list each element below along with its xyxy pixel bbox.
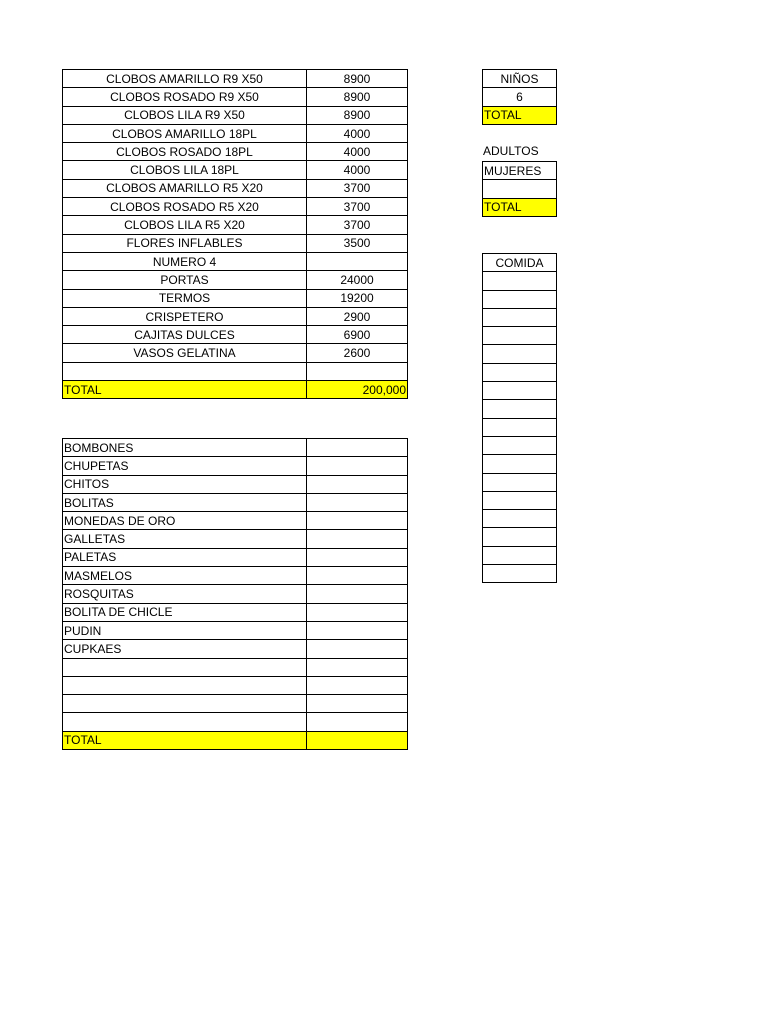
candy-price-cell[interactable] [307, 530, 408, 548]
candy-price-cell[interactable] [307, 676, 408, 694]
item-price-cell[interactable]: 8900 [307, 106, 408, 124]
candy-price-cell[interactable] [307, 512, 408, 530]
item-price-cell[interactable]: 3700 [307, 198, 408, 216]
candy-row [63, 658, 408, 676]
items-table-body [63, 70, 408, 399]
items-total-label-cell[interactable]: TOTAL [63, 381, 307, 399]
candy-row [63, 603, 408, 621]
candy-total-label-cell[interactable]: TOTAL [63, 731, 307, 749]
candy-name-cell[interactable]: PUDIN [63, 621, 307, 639]
candy-price-cell[interactable] [307, 658, 408, 676]
item-price-cell[interactable] [307, 252, 408, 270]
candy-row [63, 512, 408, 530]
adultos-total-cell[interactable]: TOTAL [483, 198, 557, 216]
candy-name-cell[interactable]: GALLETAS [63, 530, 307, 548]
item-name-cell[interactable]: CLOBOS LILA R9 X50 [63, 106, 307, 124]
items-total-value-cell[interactable]: 200,000 [307, 381, 408, 399]
comida-cell[interactable] [483, 290, 557, 308]
items-row [63, 234, 408, 252]
items-row [63, 88, 408, 106]
items-row [63, 252, 408, 270]
candy-name-cell[interactable]: ROSQUITAS [63, 585, 307, 603]
item-price-cell[interactable]: 3500 [307, 234, 408, 252]
items-row [63, 216, 408, 234]
candy-row [63, 548, 408, 566]
comida-cell[interactable] [483, 345, 557, 363]
candy-row [63, 713, 408, 731]
ninos-header-row [483, 70, 557, 88]
comida-row [483, 473, 557, 491]
comida-cell[interactable] [483, 491, 557, 509]
comida-cell[interactable] [483, 327, 557, 345]
candy-name-cell[interactable]: MONEDAS DE ORO [63, 512, 307, 530]
candy-name-cell[interactable] [63, 713, 307, 731]
item-name-cell[interactable]: CLOBOS LILA R5 X20 [63, 216, 307, 234]
comida-header-cell[interactable]: COMIDA [483, 254, 557, 272]
adultos-total-row [483, 198, 557, 216]
item-name-cell[interactable]: CAJITAS DULCES [63, 326, 307, 344]
item-price-cell[interactable]: 4000 [307, 161, 408, 179]
items-row [63, 344, 408, 362]
items-row [63, 106, 408, 124]
items-table [62, 69, 408, 399]
candy-price-cell[interactable] [307, 457, 408, 475]
comida-cell[interactable] [483, 418, 557, 436]
item-price-cell[interactable]: 2900 [307, 307, 408, 325]
candy-row [63, 530, 408, 548]
candy-row [63, 676, 408, 694]
candy-price-cell[interactable] [307, 439, 408, 457]
candy-price-cell[interactable] [307, 475, 408, 493]
candy-row [63, 475, 408, 493]
items-row [63, 161, 408, 179]
candy-price-cell[interactable] [307, 548, 408, 566]
ninos-value-row [483, 88, 557, 106]
comida-cell[interactable] [483, 565, 557, 583]
candy-price-cell[interactable] [307, 713, 408, 731]
comida-row [483, 528, 557, 546]
candy-price-cell[interactable] [307, 585, 408, 603]
adultos-label[interactable]: ADULTOS [483, 144, 539, 158]
comida-cell[interactable] [483, 308, 557, 326]
candy-price-cell[interactable] [307, 493, 408, 511]
item-price-cell[interactable]: 3700 [307, 216, 408, 234]
ninos-value-cell[interactable]: 6 [483, 88, 557, 106]
item-price-cell[interactable]: 8900 [307, 88, 408, 106]
candy-name-cell[interactable]: BOLITA DE CHICLE [63, 603, 307, 621]
ninos-total-cell[interactable]: TOTAL [483, 106, 557, 124]
item-name-cell[interactable]: CLOBOS AMARILLO 18PL [63, 124, 307, 142]
item-name-cell[interactable]: CLOBOS ROSADO R9 X50 [63, 88, 307, 106]
comida-cell[interactable] [483, 400, 557, 418]
comida-cell[interactable] [483, 510, 557, 528]
comida-row [483, 308, 557, 326]
candy-name-cell[interactable] [63, 658, 307, 676]
item-price-cell[interactable]: 6900 [307, 326, 408, 344]
item-name-cell[interactable]: CRISPETERO [63, 307, 307, 325]
item-name-cell[interactable]: CLOBOS AMARILLO R5 X20 [63, 179, 307, 197]
comida-row [483, 436, 557, 454]
candy-name-cell[interactable]: PALETAS [63, 548, 307, 566]
candy-row [63, 457, 408, 475]
item-name-cell[interactable]: VASOS GELATINA [63, 344, 307, 362]
comida-row [483, 455, 557, 473]
comida-cell[interactable] [483, 546, 557, 564]
comida-row [483, 290, 557, 308]
candy-price-cell[interactable] [307, 640, 408, 658]
items-row [63, 124, 408, 142]
candy-name-cell[interactable] [63, 695, 307, 713]
comida-cell[interactable] [483, 272, 557, 290]
item-price-cell[interactable]: 19200 [307, 289, 408, 307]
item-price-cell[interactable]: 2600 [307, 344, 408, 362]
item-price-cell[interactable]: 3700 [307, 179, 408, 197]
comida-row [483, 345, 557, 363]
comida-row [483, 363, 557, 381]
candy-table-body [63, 439, 408, 750]
comida-table [482, 253, 557, 583]
mujeres-header-cell[interactable]: MUJERES [483, 162, 557, 180]
comida-cell[interactable] [483, 455, 557, 473]
comida-cell[interactable] [483, 382, 557, 400]
candy-name-cell[interactable]: CHITOS [63, 475, 307, 493]
candy-row [63, 621, 408, 639]
candy-row [63, 439, 408, 457]
comida-row [483, 327, 557, 345]
comida-row [483, 546, 557, 564]
candy-row [63, 567, 408, 585]
candy-total-row [63, 731, 408, 749]
item-name-cell[interactable]: CLOBOS ROSADO 18PL [63, 143, 307, 161]
candy-name-cell[interactable]: MASMELOS [63, 567, 307, 585]
candy-row [63, 585, 408, 603]
item-price-cell[interactable]: 8900 [307, 70, 408, 88]
candy-row [63, 493, 408, 511]
candy-row [63, 640, 408, 658]
mujeres-table [482, 161, 557, 217]
candy-name-cell[interactable]: CHUPETAS [63, 457, 307, 475]
comida-row [483, 510, 557, 528]
item-name-cell[interactable]: CLOBOS AMARILLO R9 X50 [63, 70, 307, 88]
ninos-header-cell[interactable]: NIÑOS [483, 70, 557, 88]
items-total-row [63, 381, 408, 399]
item-name-cell[interactable]: CLOBOS ROSADO R5 X20 [63, 198, 307, 216]
comida-row [483, 400, 557, 418]
items-row [63, 271, 408, 289]
comida-row [483, 491, 557, 509]
item-price-cell[interactable]: 24000 [307, 271, 408, 289]
comida-row [483, 418, 557, 436]
item-price-cell[interactable] [307, 362, 408, 380]
candy-price-cell[interactable] [307, 567, 408, 585]
mujeres-value-cell[interactable] [483, 180, 557, 198]
comida-cell[interactable] [483, 528, 557, 546]
candy-name-cell[interactable]: BOLITAS [63, 493, 307, 511]
mujeres-header-row [483, 162, 557, 180]
comida-row [483, 382, 557, 400]
items-row [63, 198, 408, 216]
candy-total-value-cell[interactable] [307, 731, 408, 749]
comida-row [483, 272, 557, 290]
items-row [63, 70, 408, 88]
mujeres-value-row [483, 180, 557, 198]
comida-header-row [483, 254, 557, 272]
comida-table-body [483, 254, 557, 583]
candy-table [62, 438, 408, 750]
item-name-cell[interactable]: FLORES INFLABLES [63, 234, 307, 252]
items-row [63, 143, 408, 161]
comida-cell[interactable] [483, 363, 557, 381]
comida-cell[interactable] [483, 436, 557, 454]
candy-price-cell[interactable] [307, 621, 408, 639]
item-name-cell[interactable]: CLOBOS LILA 18PL [63, 161, 307, 179]
items-row [63, 179, 408, 197]
item-name-cell[interactable]: PORTAS [63, 271, 307, 289]
candy-name-cell[interactable]: BOMBONES [63, 439, 307, 457]
item-name-cell[interactable]: NUMERO 4 [63, 252, 307, 270]
candy-row [63, 695, 408, 713]
comida-row [483, 565, 557, 583]
item-name-cell[interactable]: TERMOS [63, 289, 307, 307]
candy-name-cell[interactable]: CUPKAES [63, 640, 307, 658]
items-row [63, 289, 408, 307]
candy-price-cell[interactable] [307, 695, 408, 713]
items-row [63, 362, 408, 380]
candy-price-cell[interactable] [307, 603, 408, 621]
ninos-total-row [483, 106, 557, 124]
ninos-table [482, 69, 557, 125]
item-price-cell[interactable]: 4000 [307, 143, 408, 161]
items-row [63, 307, 408, 325]
items-row [63, 326, 408, 344]
item-name-cell[interactable] [63, 362, 307, 380]
comida-cell[interactable] [483, 473, 557, 491]
candy-name-cell[interactable] [63, 676, 307, 694]
item-price-cell[interactable]: 4000 [307, 124, 408, 142]
